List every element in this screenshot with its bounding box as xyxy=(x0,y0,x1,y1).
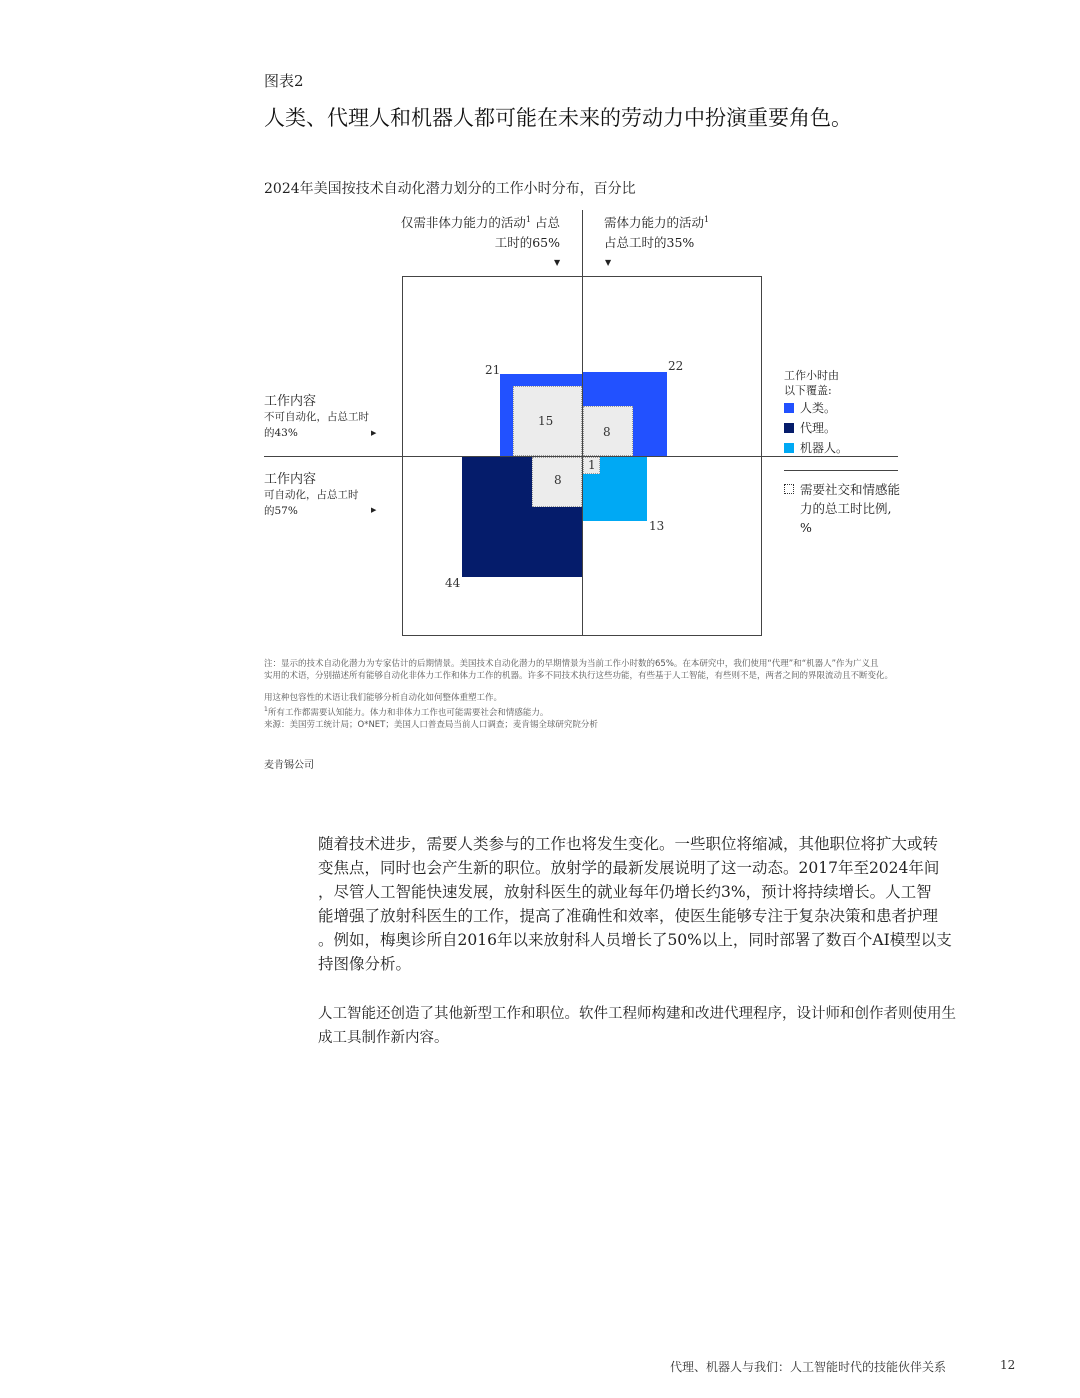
arrow-right-icon: ▶ xyxy=(371,506,377,514)
arrow-down-icon: ▼ xyxy=(605,258,612,267)
legend-title-2: 以下覆盖: xyxy=(784,384,832,397)
chart-footnotes xyxy=(264,692,984,731)
legend-item-agents xyxy=(784,418,904,438)
legend-social-3: % xyxy=(800,520,812,535)
source-line: 来源：美国劳工统计局；O*NET；美国人口普查局当前人口调查；麦肯锡全球研究院分析 xyxy=(264,719,598,730)
legend-divider xyxy=(784,470,898,471)
legend-item-humans xyxy=(784,398,904,418)
exhibit-title: 人类、代理人和机器人都可能在未来的劳动力中扮演重要角色。 xyxy=(264,106,852,130)
note-line: 注：显示的技术自动化潜力为专家估计的后期情景。美国技术自动化潜力的早期情景为当前工作小时数的65%。在本研究中，我们使用“代理”和“机器人”作为广义且 xyxy=(264,659,879,669)
social-value-label: 1 xyxy=(588,458,596,472)
row-header-not-automatable xyxy=(264,394,384,441)
col-right-line2: 占总工时的35% xyxy=(604,235,695,251)
paragraph-line: 持图像分析。 xyxy=(318,955,412,973)
swatch-social xyxy=(784,484,794,494)
swatch-humans xyxy=(784,403,794,413)
arrow-right-icon: ▶ xyxy=(371,429,377,437)
col-right-line1: 需体力能力的活动 xyxy=(604,215,705,231)
column-header-physical xyxy=(604,210,709,253)
exhibit-label: 图表2 xyxy=(264,72,304,90)
footnote-marker: 1 xyxy=(704,215,710,224)
col-left-line1-tail: 占总 xyxy=(531,215,560,231)
legend-label: 代理。 xyxy=(800,421,837,435)
paragraph-line: 变焦点，同时也会产生新的职位。放射学的最新发展说明了这一动态。2017年至2024年间 xyxy=(318,859,940,877)
footnote-marker: 1 xyxy=(264,706,268,713)
arrow-down-icon: ▼ xyxy=(554,258,561,267)
row-bottom-sub2: 的57% xyxy=(264,505,298,517)
chart-note xyxy=(264,658,984,682)
row-bottom-sub1: 可自动化，占总工时 xyxy=(264,489,359,501)
swatch-agents xyxy=(784,423,794,433)
value-label: 44 xyxy=(445,576,461,590)
note-line: 用这种包容性的术语让我们能够分析自动化如何整体重塑工作。 xyxy=(264,693,503,703)
social-value-label: 8 xyxy=(554,473,562,487)
note-text: 所有工作都需要认知能力。体力和非体力工作也可能需要社会和情感能力。 xyxy=(267,707,549,718)
note-line xyxy=(264,704,984,719)
legend-label: 人类。 xyxy=(800,401,837,415)
legend-item-robots xyxy=(784,438,904,458)
chart-subtitle: 2024年美国按技术自动化潜力划分的工作小时分布，百分比 xyxy=(264,181,636,197)
value-label: 22 xyxy=(668,359,684,373)
legend-item-social xyxy=(784,480,914,537)
paragraph-line: 人工智能还创造了其他新型工作和职位。软件工程师构建和改进代理程序，设计师和创作者则使用生 xyxy=(318,1006,956,1022)
col-left-line2: 工时的65% xyxy=(494,235,560,251)
legend-social-2: 力的总工时比例, xyxy=(800,501,892,516)
body-paragraph-1 xyxy=(318,832,998,976)
col-left-line1: 仅需非体力能力的活动 xyxy=(400,215,526,231)
legend-label: 机器人。 xyxy=(800,441,849,455)
footnote-marker: 1 xyxy=(525,215,532,224)
row-top-sub1: 不可自动化，占总工时 xyxy=(264,411,369,423)
footer-title: 代理、机器人与我们：人工智能时代的技能伙伴关系 xyxy=(669,1360,946,1374)
paragraph-line: ，尽管人工智能快速发展，放射科医生的就业每年仍增长约3%，预计将持续增长。人工智 xyxy=(318,883,932,901)
legend-title-1: 工作小时由 xyxy=(784,369,839,382)
value-label: 13 xyxy=(649,519,665,533)
legend-social-1: 需要社交和情感能 xyxy=(800,482,901,497)
value-label: 21 xyxy=(485,363,501,377)
chart-legend xyxy=(784,368,904,458)
paragraph-line: 能增强了放射科医生的工作，提高了准确性和效率，使医生能够专注于复杂决策和患者护理 xyxy=(318,907,939,925)
row-bottom-title: 工作内容 xyxy=(264,472,317,487)
paragraph-line: 。例如，梅奥诊所自2016年以来放射科人员增长了50%以上，同时部署了数百个AI模型以支 xyxy=(318,931,952,949)
row-header-automatable xyxy=(264,472,384,519)
page-number: 12 xyxy=(1000,1358,1016,1372)
column-header-non-physical xyxy=(401,210,560,253)
publisher: 麦肯锡公司 xyxy=(264,760,314,771)
body-paragraph-2 xyxy=(318,1002,998,1050)
note-line: 实用的术语，分别描述所有能够自动化非体力工作和体力工作的机器。许多不同技术执行这些功能，有些基于人工智能，有些则不是，两者之间的界限流动且不断变化。 xyxy=(264,671,894,681)
paragraph-line: 随着技术进步，需要人类参与的工作也将发生变化。一些职位将缩减，其他职位将扩大或转 xyxy=(318,835,939,853)
paragraph-line: 成工具制作新内容。 xyxy=(318,1030,449,1046)
row-top-title: 工作内容 xyxy=(264,394,317,409)
social-value-label: 15 xyxy=(538,414,554,428)
swatch-robots xyxy=(784,443,794,453)
social-value-label: 8 xyxy=(603,425,611,439)
row-top-sub2: 的43% xyxy=(264,427,298,439)
